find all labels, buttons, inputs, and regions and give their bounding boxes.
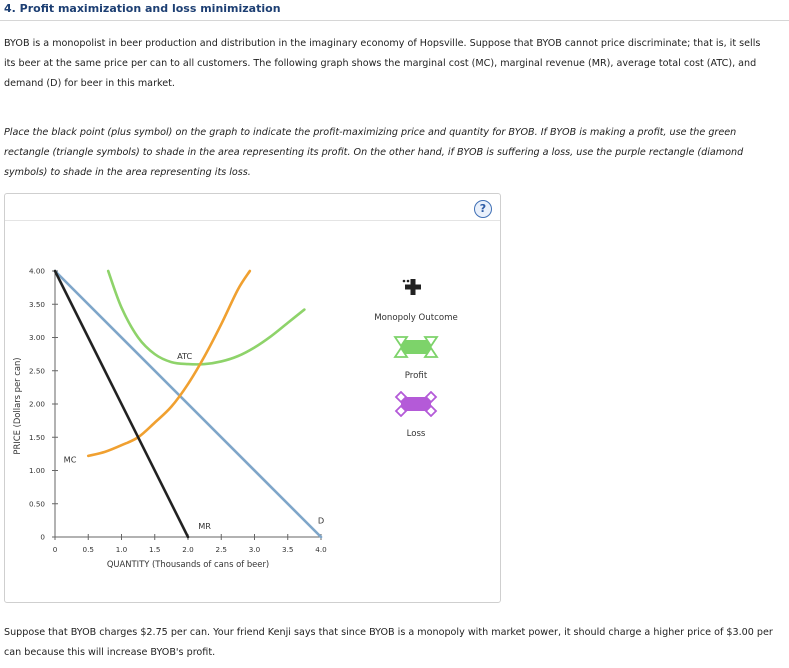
profit-tool[interactable] (393, 334, 439, 360)
monopoly-outcome-tool[interactable] (401, 276, 425, 300)
question-title: 4. Profit maximization and loss minimization (4, 2, 281, 15)
loss-tool[interactable] (393, 391, 439, 417)
purple-rectangle-icon (393, 391, 439, 417)
title-divider (0, 20, 789, 21)
x-tick-label: 1.5 (149, 545, 161, 554)
y-tick-label: 2.50 (28, 366, 45, 376)
marginal-cost-curve (88, 271, 250, 456)
y-tick-label: 1.00 (28, 466, 45, 475)
intro-paragraph: BYOB is a monopolist in beer production and distribution in the imaginary economy of Hopsville. Suppose that BYOB cannot price discriminate; that is, it sells its beer at the same price per can to all customers. The following graph shows the marginal cost (MC), marginal revenue (MR), average total cost (ATC), and demand (D) for beer in this market. (4, 38, 761, 89)
y-tick-label: 4.00 (28, 266, 45, 276)
x-tick-label: 0.5 (82, 545, 94, 554)
curve-label-atc: ATC (177, 350, 193, 361)
y-tick-label: 0.50 (28, 499, 45, 509)
x-tick-label: 3.0 (248, 545, 261, 554)
x-tick-label: 2.5 (215, 545, 227, 554)
curve-label-mr: MR (198, 521, 212, 532)
x-tick-label: 3.5 (282, 545, 294, 554)
demand-curve (55, 271, 321, 537)
x-tick-label: 1.0 (115, 545, 128, 554)
marginal-revenue-curve (55, 271, 188, 537)
profit-label: Profit (404, 371, 428, 381)
y-tick-label: 1.50 (28, 432, 45, 442)
plus-icon (401, 276, 425, 300)
x-tick-label: 2.0 (182, 545, 194, 554)
help-icon[interactable]: ? (474, 200, 492, 218)
instructions-paragraph: Place the black point (plus symbol) on the graph to indicate the profit-maximizing price and quantity for BYOB. If BYOB is making a profit, use the green rectangle (triangle symbols) to shade in the area representing its profit. On the other hand, if BYOB is suffering a loss, use the purple rectangle (diamond symbols) to shade in the area representing its loss. (4, 127, 744, 178)
graph-panel (4, 193, 501, 603)
followup-paragraph: Suppose that BYOB charges $2.75 per can. Your friend Kenji says that since BYOB is a monopoly with market power, it should charge a higher price of $3.00 per can because this will increase BYOB's profit. (4, 627, 773, 658)
loss-label: Loss (406, 429, 426, 439)
y-axis-label: PRICE (Dollars per can) (12, 357, 22, 455)
x-tick-label: 4.0 (315, 545, 327, 554)
x-tick-label: 0 (52, 545, 58, 554)
chart-curves (55, 271, 321, 537)
y-tick-label: 2.00 (28, 399, 45, 409)
green-rectangle-icon (393, 334, 439, 360)
y-tick-label: 0 (40, 532, 45, 542)
curve-label-mc: MC (63, 454, 77, 465)
y-tick-label: 3.50 (28, 299, 45, 309)
monopoly-outcome-label: Monopoly Outcome (374, 313, 458, 323)
curve-label-d: D (317, 515, 325, 526)
y-tick-label: 3.00 (28, 333, 45, 342)
x-axis-label: QUANTITY (Thousands of cans of beer) (106, 559, 270, 569)
